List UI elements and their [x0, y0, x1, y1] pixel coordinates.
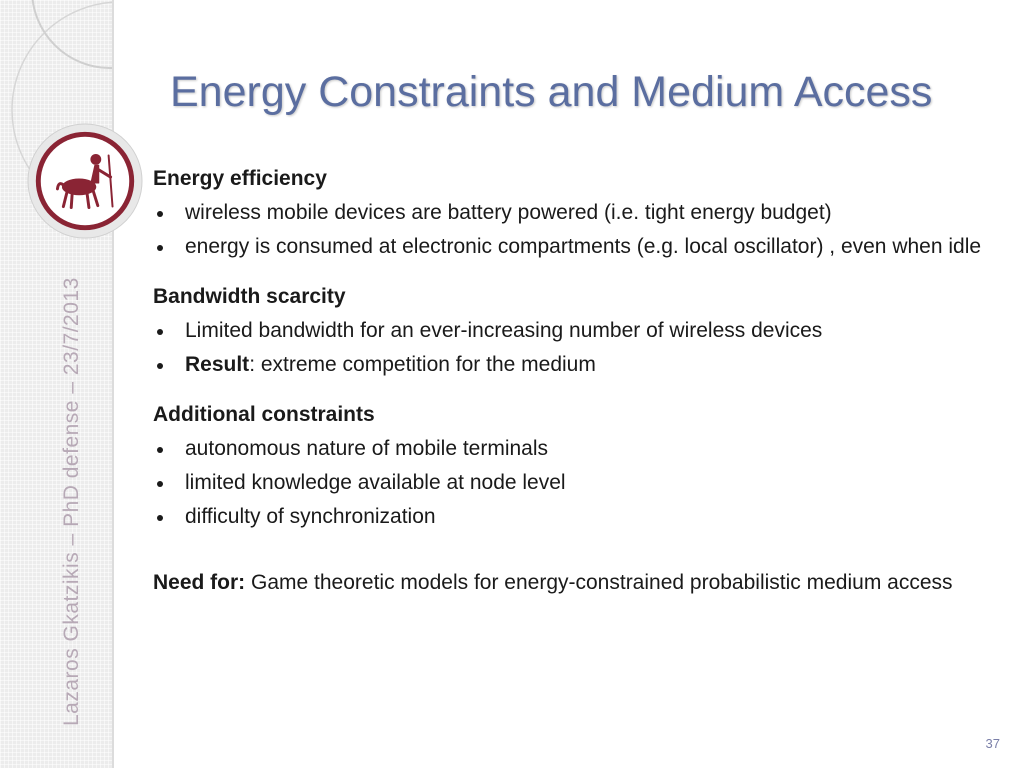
sidebar	[0, 0, 114, 768]
sidebar-author-date: Lazaros Gkatzikis – PhD defense – 23/7/2013	[60, 277, 83, 726]
section-heading: Bandwidth scarcity	[153, 285, 346, 308]
section-heading: Energy efficiency	[153, 167, 327, 190]
bullet-item: wireless mobile devices are battery powered (i.e. tight energy budget)	[153, 196, 1003, 230]
bullet-list	[153, 432, 1003, 534]
need-for-statement	[153, 566, 1003, 600]
bullet-list	[153, 196, 1003, 264]
need-for-text: Game theoretic models for energy-constrained probabilistic medium access	[245, 571, 953, 594]
section-additional-constraints	[153, 398, 1003, 534]
bullet-list	[153, 314, 1003, 382]
result-text: : extreme competition for the medium	[249, 353, 596, 376]
page-number: 37	[985, 736, 1000, 751]
section-energy-efficiency	[153, 162, 1003, 264]
bullet-item: difficulty of synchronization	[153, 500, 1003, 534]
section-bandwidth-scarcity	[153, 280, 1003, 382]
bullet-item: limited knowledge available at node level	[153, 466, 1003, 500]
slide-body	[153, 162, 1003, 600]
bullet-item: energy is consumed at electronic compartments (e.g. local oscillator) , even when idle	[153, 230, 1003, 264]
bullet-item: autonomous nature of mobile terminals	[153, 432, 1003, 466]
need-for-label: Need for:	[153, 571, 246, 594]
slide-title: Energy Constraints and Medium Access	[170, 68, 933, 116]
section-heading: Additional constraints	[153, 403, 375, 426]
bullet-item: Limited bandwidth for an ever-increasing number of wireless devices	[153, 314, 1003, 348]
centaur-seal-icon	[26, 122, 144, 240]
result-label: Result	[185, 353, 250, 376]
bullet-item-result	[153, 348, 1003, 382]
